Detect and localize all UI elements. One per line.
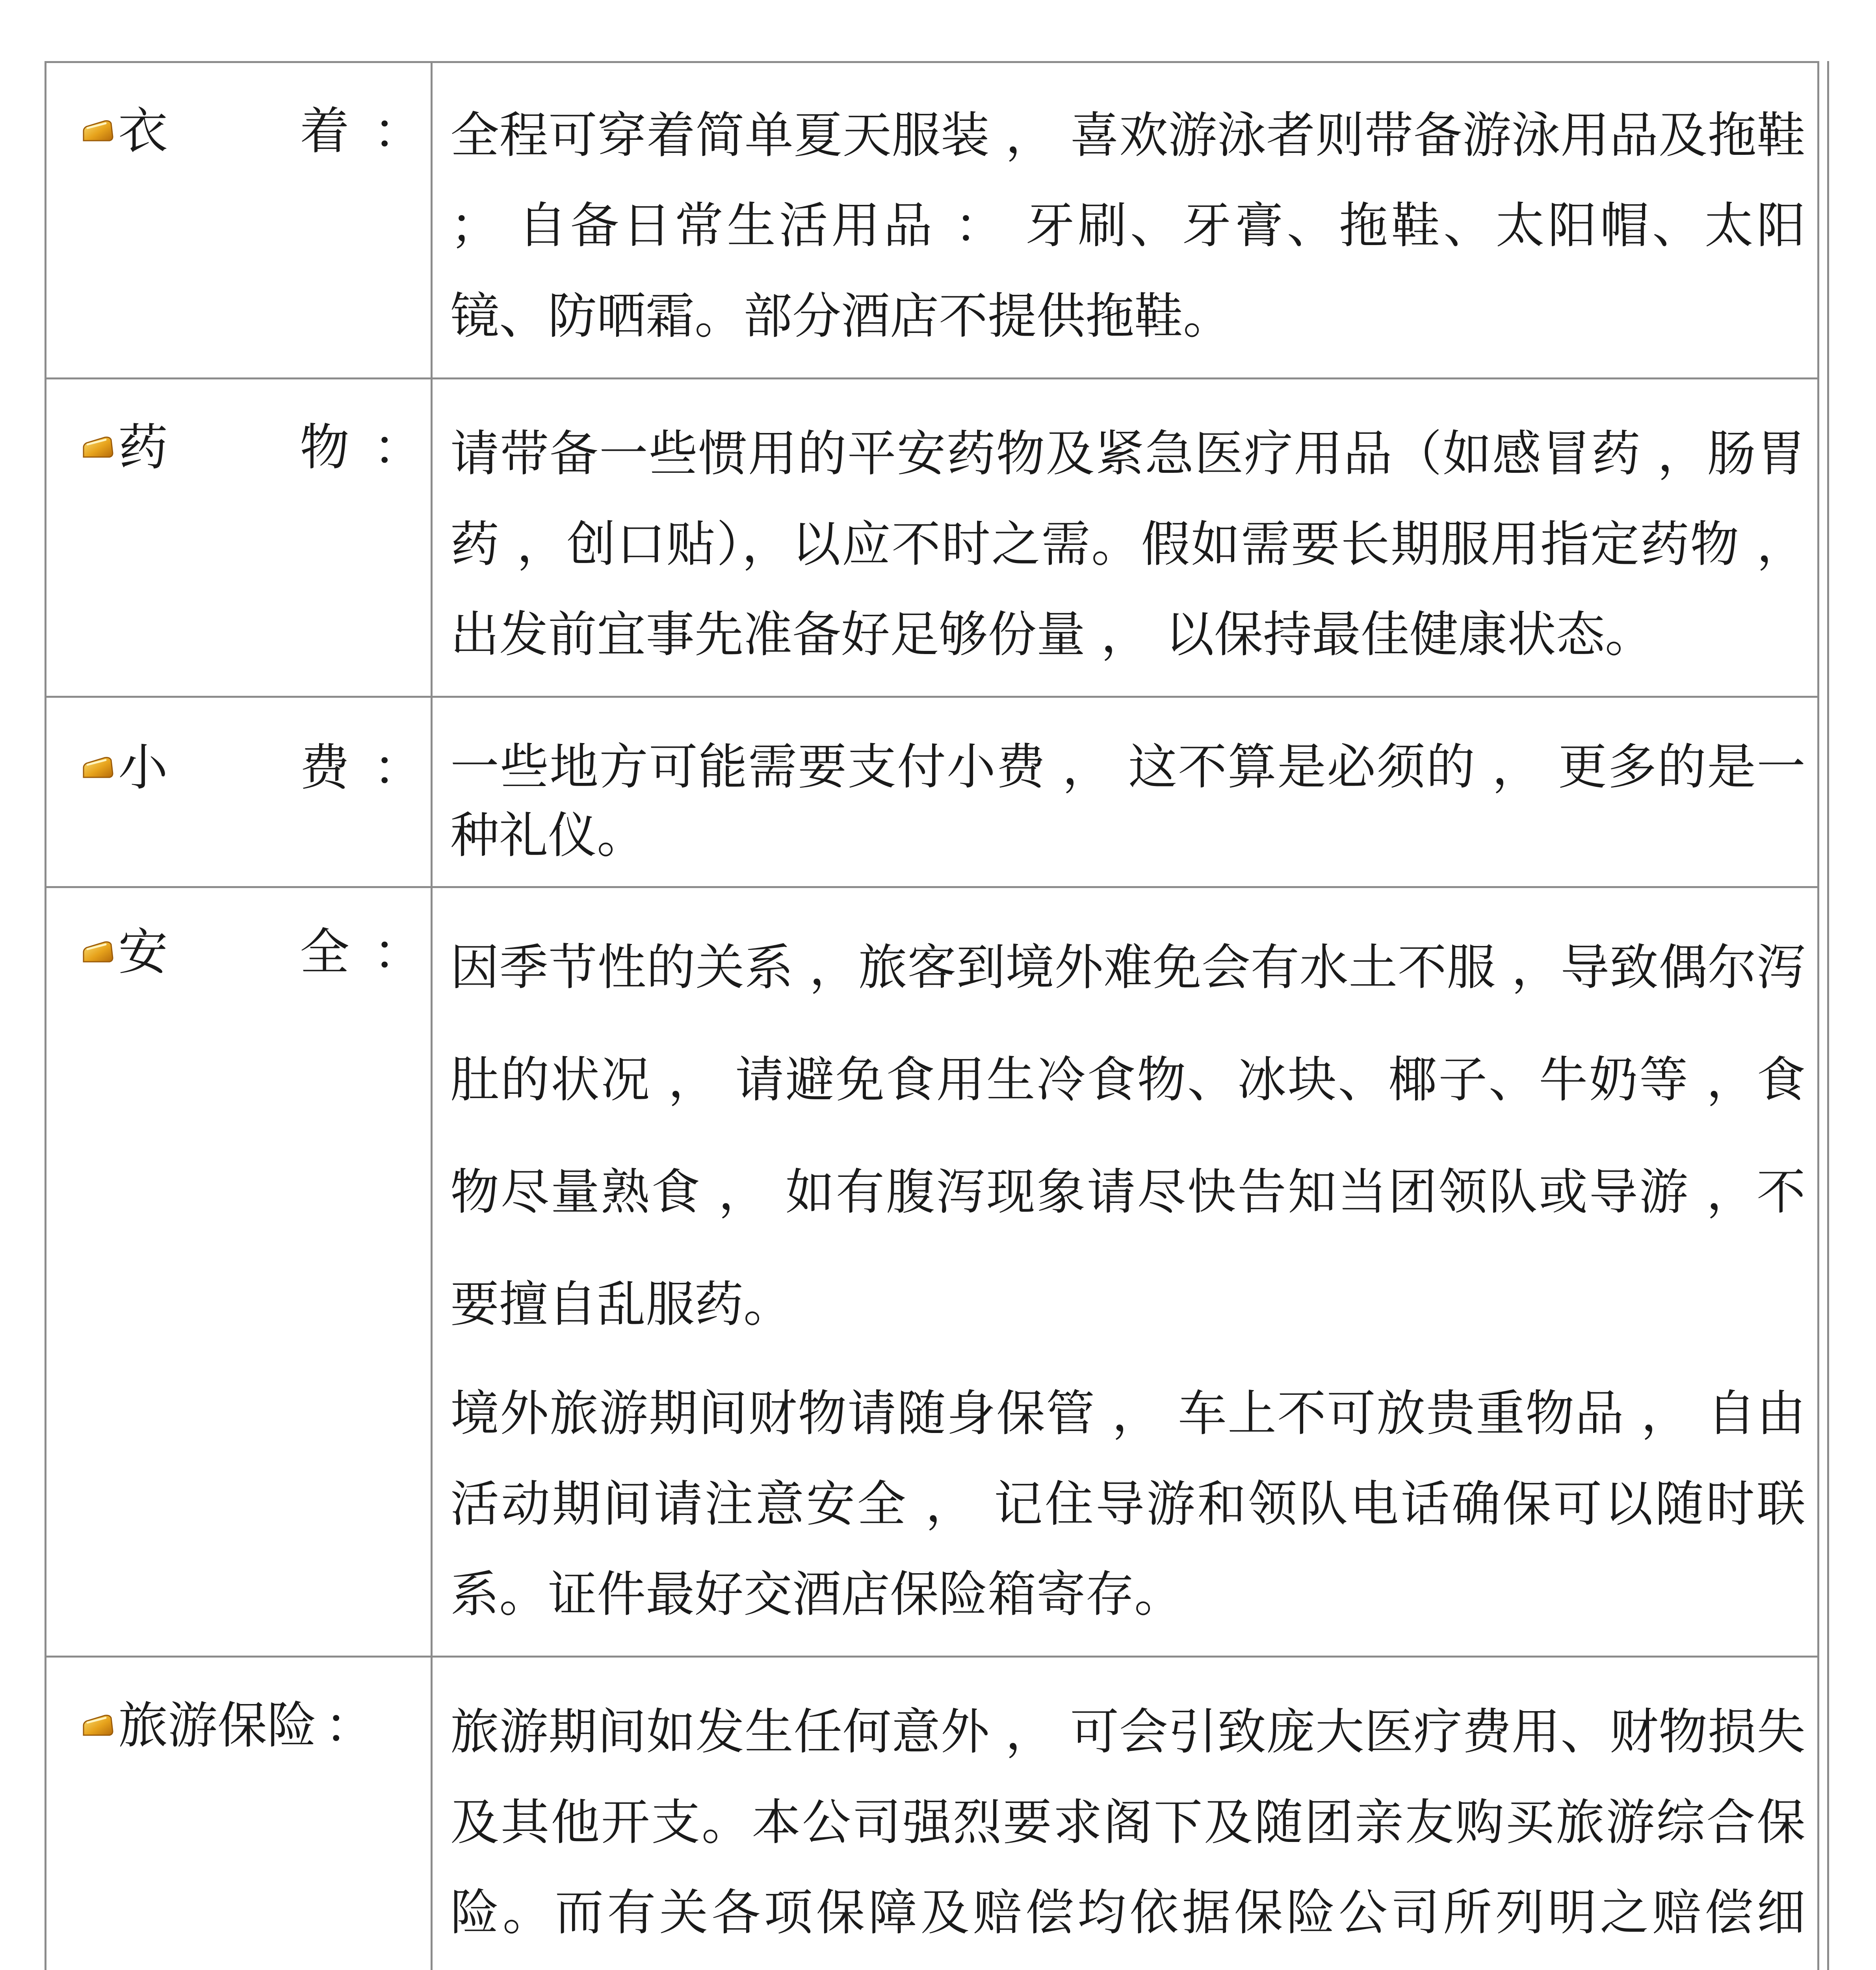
label-char: 药 [118, 418, 168, 477]
travel-notice-table [45, 61, 1819, 1970]
label-cell [46, 887, 432, 1657]
row-label [82, 739, 423, 797]
table-row-safety [46, 887, 1818, 1657]
label-colon: ： [373, 923, 423, 981]
content-cell [432, 1657, 1818, 1970]
label-colon: ： [325, 1697, 374, 1755]
label-text: 旅游保险 [118, 1697, 317, 1755]
label-colon: ： [373, 739, 423, 797]
row-label [82, 418, 423, 477]
bullet-icon [82, 756, 114, 780]
bullet-icon [82, 940, 114, 964]
label-cell [46, 62, 432, 379]
paragraph: 一些地方可能需要支付小费 ， 这不算是必须的 ， 更多的是一种礼仪。 [450, 739, 1805, 864]
label-colon: ： [373, 418, 423, 477]
table-row-medicine [46, 379, 1818, 697]
label-colon: ： [373, 102, 423, 160]
bullet-icon [82, 1714, 114, 1738]
table-row-clothing [46, 62, 1818, 379]
table-row-insurance [46, 1657, 1818, 1970]
row-label [82, 923, 423, 981]
paragraph: 因季节性的关系 ，旅客到境外难免会有水土不服 ，导致偶尔泻肚的状况 ， 请避免食用生冷食物、冰块、椰子、牛奶等 ，食物尽量熟食 ， 如有腹泻现象请尽快告知当团领队或导游 ，不要擅自乱服药。 [450, 939, 1805, 1333]
page-right-edge [1827, 61, 1829, 1970]
label-cell [46, 379, 432, 697]
content-cell [432, 62, 1818, 379]
content-cell [432, 697, 1818, 887]
bullet-icon [82, 436, 114, 459]
content-cell [432, 379, 1818, 697]
paragraph: 旅游期间如发生任何意外 ， 可会引致庞大医疗费用、财物损失及其他开支。本公司强烈要求阁下及随团亲友购买旅游综合保险。而有关各项保障及赔偿均依据保险公司所列明之赔偿细 [450, 1704, 1805, 1942]
paragraph: 境外旅游期间财物请随身保管 ， 车上不可放贵重物品 ， 自由活动期间请注意安全 ， 记住导游和领队电话确保可以随时联系。证件最好交酒店保险箱寄存。 [450, 1385, 1805, 1623]
paragraph: 请带备一些惯用的平安药物及紧急医疗用品（如感冒药 ，肠胃药 ，创口贴），以应不时之需。假如需要长期服用指定药物 ，出发前宜事先准备好足够份量 ， 以保持最佳健康状态。 [450, 426, 1805, 663]
label-cell [46, 1657, 432, 1970]
label-char: 费 [300, 739, 349, 797]
paragraph: 全程可穿着简单夏天服装 ， 喜欢游泳者则带备游泳用品及拖鞋 ； 自备日常生活用品 ： 牙刷、牙膏、拖鞋、太阳帽、太阳镜、防晒霜。部分酒店不提供拖鞋。 [450, 107, 1805, 345]
label-char: 着 [300, 102, 349, 160]
table-row-tips [46, 697, 1818, 887]
label-cell [46, 697, 432, 887]
label-char: 全 [300, 923, 349, 981]
content-cell [432, 887, 1818, 1657]
label-char: 衣 [118, 102, 168, 160]
label-char: 安 [118, 923, 168, 981]
label-char: 小 [118, 739, 168, 797]
row-label [82, 1697, 423, 1755]
label-char: 物 [300, 418, 349, 477]
bullet-icon [82, 119, 114, 143]
row-label [82, 102, 423, 160]
